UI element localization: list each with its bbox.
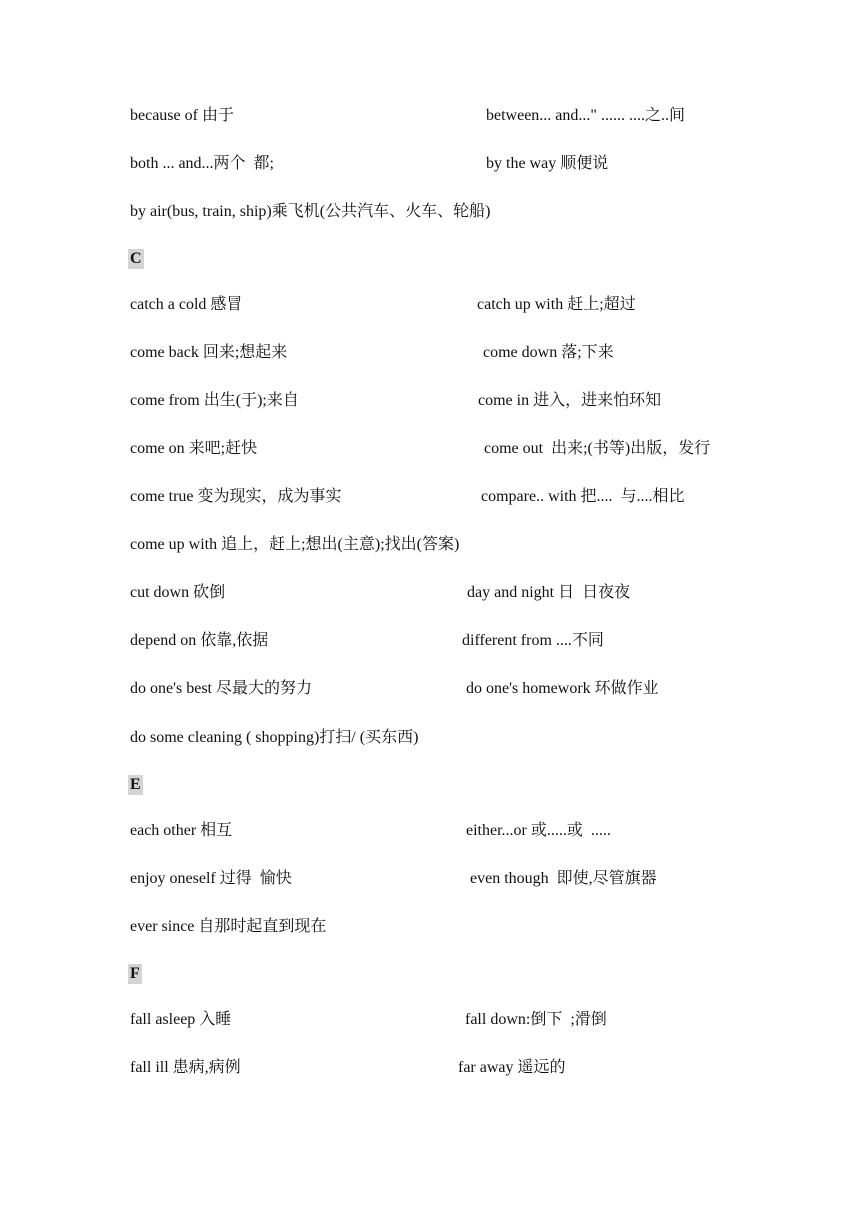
entry-left-fall-ill: fall ill 患病,病例: [130, 1059, 241, 1076]
entry-right-fall-down: fall down:倒下 ;滑倒: [465, 1011, 607, 1028]
entry-right-between-and: between... and..." ...... ....之..间: [486, 107, 685, 124]
entry-right-catch-up-with: catch up with 赶上;超过: [477, 296, 636, 313]
entry-left-both-and: both ... and...两个 都;: [130, 155, 274, 172]
section-heading-c: C: [130, 250, 142, 267]
entry-right-far-away: far away 遥远的: [458, 1059, 566, 1076]
entry-right-come-out: come out 出来;(书等)出版，发行: [484, 440, 711, 457]
entry-right-by-the-way: by the way 顺便说: [486, 155, 609, 172]
entry-left-cut-down: cut down 砍倒: [130, 584, 226, 601]
entry-left-enjoy-oneself: enjoy oneself 过得 愉快: [130, 870, 292, 887]
entry-left-catch-a-cold: catch a cold 感冒: [130, 296, 243, 313]
entry-right-either-or: either...or 或.....或 .....: [466, 822, 611, 839]
entry-right-even-though: even though 即使,尽管旗器: [470, 870, 657, 887]
entry-left-do-ones-best: do one's best 尽最大的努力: [130, 680, 312, 697]
entry-left-come-on: come on 来吧;赶快: [130, 440, 258, 457]
entry-left-come-true: come true 变为现实，成为事实: [130, 488, 342, 505]
entry-right-come-down: come down 落;下来: [483, 344, 614, 361]
entry-left-come-from: come from 出生(于);来自: [130, 392, 299, 409]
entry-left-each-other: each other 相互: [130, 822, 233, 839]
entry-left-depend-on: depend on 依靠,依据: [130, 632, 269, 649]
entry-left-because-of: because of 由于: [130, 107, 234, 124]
entry-right-compare-with: compare.. with 把.... 与....相比: [481, 488, 685, 505]
section-heading-f: F: [130, 965, 140, 982]
entry-right-come-in: come in 进入，进来怕环知: [478, 392, 662, 409]
entry-right-do-ones-homework: do one's homework 环做作业: [466, 680, 659, 697]
entry-left-ever-since: ever since 自那时起直到现在: [130, 918, 327, 935]
entry-left-come-back: come back 回来;想起来: [130, 344, 288, 361]
section-heading-e: E: [130, 776, 141, 793]
entry-left-do-some-cleaning: do some cleaning ( shopping)打扫/ (买东西): [130, 729, 419, 746]
entry-left-come-up-with: come up with 追上，赶上;想出(主意);找出(答案): [130, 536, 460, 553]
entry-right-different-from: different from ....不同: [462, 632, 604, 649]
entry-left-fall-asleep: fall asleep 入睡: [130, 1011, 232, 1028]
entry-left-by-air: by air(bus, train, ship)乘飞机(公共汽车、火车、轮船): [130, 203, 491, 220]
entry-right-day-and-night: day and night 日 日夜夜: [467, 584, 631, 601]
